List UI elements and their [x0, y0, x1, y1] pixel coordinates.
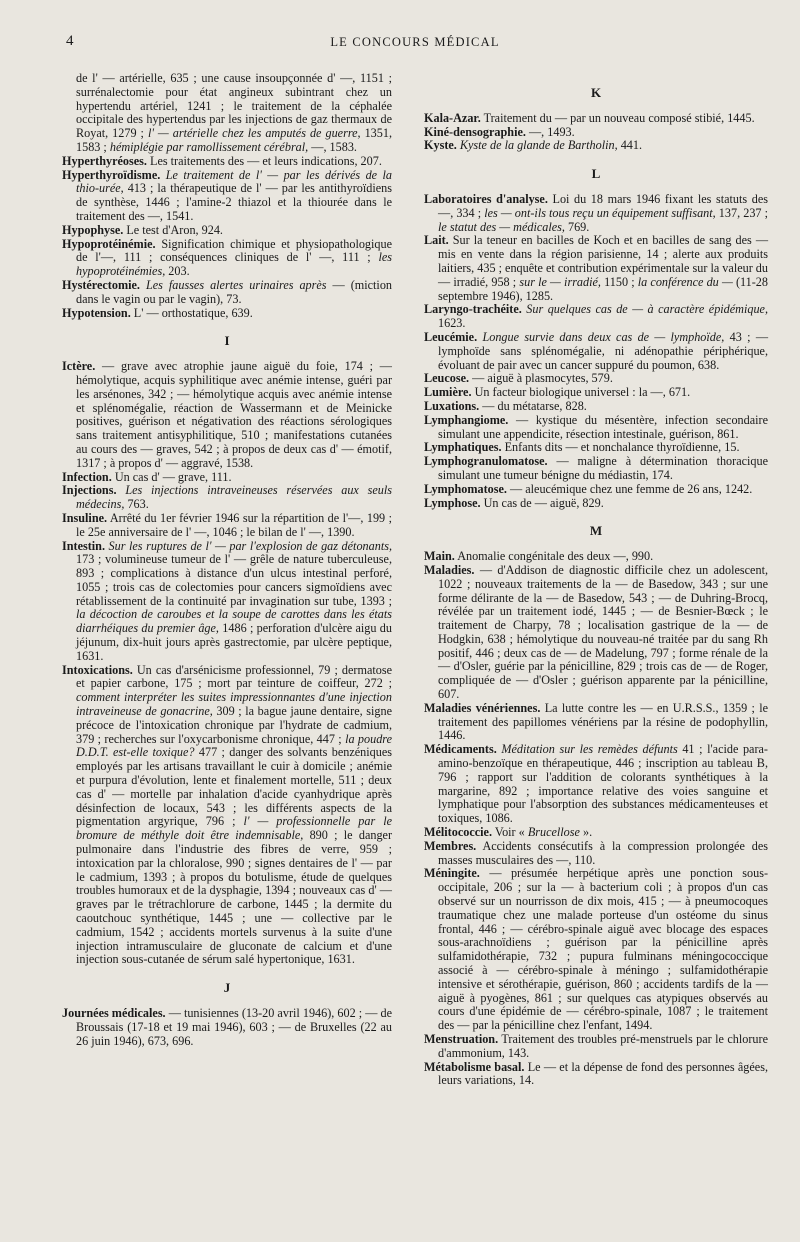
entry-text: Un cas d' — grave, 111. — [114, 469, 232, 484]
index-entry — [424, 550, 768, 564]
section-letter: J — [223, 980, 231, 996]
section-letter: M — [589, 523, 603, 539]
entry-text: — d'Addison de diagnostic difficile chez un adolescent, 1022 ; nouveaux traitements de la — de Basedow, 343 ; sur une forme délirante de la — de Basedow, 543 ; — de Duhring-Brocq, révélée par un traitement iodé, 1445 ; — de Besnier-Bœck ; le traitement de Charpy, 78 ; localisation gastrique de la — de Hodgkin, 638 ; hémolytique du nouveau-né traitée par du sang Rh positif, 446 ; deux cas de — de Madelung, 797 ; forme rénale de la — d'Osler, guérie par la pénicilline, 829 ; trois cas de — de Roger, compliquée de — d'Osler ; guérison apparente par la pénicilline, 607. — [438, 562, 768, 702]
entry-text: 477 ; danger des solvants benzéniques employés par les artisans travaillant le cuir à domicile ; anémie et purpura d'évolution, lente et finalement mortelle, 511 ; deux cas d' — mortelle par inhalation d'acide cyanhydrique après désinfection de locaux, 543 ; les différents aspects de la pigmentation argyrique, 796 ; — [76, 745, 392, 829]
entry-text: — grave avec atrophie jaune aiguë du foie, 174 ; — hémolytique, acquis syphilitique avec anémie intense, guéri par les arsénones, 342 ; — hémolytique acquis avec anémie intense et splénomégalie, réaction de Wassermann et de Meinicke positives, guérison et négativation des réactions sérologiques sans traitement antisyphilitique, 510 ; manifestations cutanées au cours des — graves, 542 ; à propos de deux cas d' — émotif, 1317 ; à propos d' — aggravé, 1538. — [76, 359, 392, 470]
index-entry — [424, 193, 768, 234]
entry-headword: Métabolisme basal. — [424, 1059, 525, 1074]
entry-headword: Lait. — [424, 233, 449, 248]
entry-text: La lutte contre les — en U.R.S.S., 1359 ; le traitement des papillomes vénériens par la résine de podophyllin, 1446. — [438, 700, 769, 743]
index-entry — [424, 1061, 768, 1089]
index-entry — [62, 279, 392, 307]
entry-headword: Journées médicales. — [62, 1006, 166, 1020]
entry-headword: Hypoprotéinémie. — [62, 236, 156, 251]
entry-text: Traitement du — par un nouveau composé stibié, 1445. — [483, 110, 755, 125]
entry-headword: Intoxications. — [62, 662, 133, 677]
entry-headword: Lymphatiques. — [424, 440, 502, 455]
index-entry — [424, 867, 768, 1033]
entry-title-italic: la conférence du — — [637, 274, 733, 289]
index-entry — [424, 497, 768, 511]
entry-headword: Kyste. — [424, 138, 457, 153]
entry-text: 137, 237 ; — [715, 205, 769, 220]
index-entry — [62, 224, 392, 238]
entry-text: Un cas de — aiguë, 829. — [483, 495, 604, 510]
entry-headword: Laboratoires d'analyse. — [424, 191, 548, 206]
entry-title-italic: l' — artérielle chez les amputés de guerre, — [147, 126, 361, 141]
entry-text: — kystique du mésentère, infection secondaire simulant une appendicite, résection intestinale, guérison, 861. — [438, 412, 769, 441]
entry-text: 769. — [564, 219, 590, 234]
entry-text: de l' — artérielle, 635 ; une cause insoupçonnée d' —, 1151 ; surrénalectomie pour état angineux subintrant chez un hypertendu artériel, 1241 ; le traitement de la céphalée occipitale des hypertendus par les injections de gaz thermaux de Royat, 1279 ; — [76, 71, 392, 141]
index-entry — [62, 484, 392, 512]
entry-title-italic: l' — professionnelle par le bromure de méthyle doit être indemnisable, — [76, 814, 392, 843]
index-entry — [424, 743, 768, 826]
entry-text: —, 1583. — [308, 139, 357, 154]
entry-continuation — [62, 72, 392, 155]
entry-headword: Kiné-densographie. — [424, 124, 526, 139]
entry-headword: Mélitococcie. — [424, 825, 493, 840]
index-entry — [424, 840, 768, 868]
index-entry — [62, 540, 392, 664]
index-entry — [424, 400, 768, 414]
entry-text: — aleucémique chez une femme de 26 ans, 1242. — [510, 481, 753, 496]
entry-text: ». — [579, 825, 593, 840]
index-entry — [424, 303, 768, 331]
entry-headword: Hypophyse. — [62, 222, 124, 237]
entry-title-italic: les — ont-ils tous reçu un équipement suffisant, — [484, 205, 716, 220]
entry-headword: Hystérectomie. — [62, 277, 140, 292]
index-entry — [424, 126, 768, 140]
entry-title-italic: Les fausses alertes urinaires après — [145, 277, 327, 292]
right-column — [424, 72, 768, 1088]
index-entry — [62, 307, 392, 321]
index-entry — [424, 414, 768, 442]
entry-title-italic: Kyste de la glande de Bartholin, — [459, 138, 618, 153]
entry-text: — (miction dans le vagin ou par le vagin), 73. — [76, 277, 393, 306]
entry-headword: Lymphose. — [424, 495, 481, 510]
index-entry — [62, 471, 392, 485]
entry-headword: Intestin. — [62, 538, 106, 553]
index-entry — [424, 483, 768, 497]
entry-text: — aiguë à plasmocytes, 579. — [472, 371, 613, 386]
index-entry — [424, 234, 768, 303]
entry-headword: Lumière. — [424, 385, 472, 400]
entry-title-italic: le statut des — médicales, — [438, 219, 565, 234]
running-title: LE CONCOURS MÉDICAL — [330, 35, 500, 49]
index-entry — [424, 441, 768, 455]
entry-text: — présumée herpétique après une ponction sous-occipitale, 206 ; sur la — à bacterium coli ; à propos d'un cas observé sur un nourrisson de dix mois, 415 ; — à pneumocoques traumatique chez une malade porteuse d'un ostéome du sinus frontal, 446 ; — cérébro-spinale aiguë avec blocage des espaces sous-arachnoïdiens ; guérison par la pénicilline après sulfamidothérapie, 732 ; pupura fulminans méningococcique associé à — cérébro-spinale à méningo ; sulfamidothérapie intensive et sérothérapie, guérison, 860 ; accidents tardifs de la — aiguë à pyogènes, 861 ; sur quelques cas atypiques observés au cours d'une épidémie de — cérébro-spinale, 1087 ; le traitement des — par la pénicilline chez l'enfant, 1494. — [438, 866, 769, 1033]
entry-title-italic: Longue survie dans deux cas de — lymphoïde, — [482, 329, 725, 344]
entry-headword: Membres. — [424, 838, 477, 853]
entry-headword: Lymphangiome. — [424, 412, 509, 427]
entry-text: Loi du 18 mars 1946 fixant les statuts des —, 334 ; — [438, 191, 768, 220]
entry-text: L' — orthostatique, 639. — [133, 305, 253, 320]
entry-text: — du métatarse, 828. — [482, 398, 587, 413]
entry-title-italic: comment interpréter les suites impressionnantes d'une injection intraveineuse de gonacrine, — [76, 690, 392, 719]
entry-text: 1623. — [438, 316, 466, 331]
index-entry — [62, 238, 392, 279]
entry-text: (11-28 septembre 1946), 1285. — [438, 274, 768, 303]
index-entry — [424, 386, 768, 400]
entry-text: — tunisiennes (13-20 avril 1946), 602 ; — de Broussais (17-18 et 19 mai 1946), 603 ; — de Bruxelles (22 au 26 juin 1946), 673, 696. — [76, 1006, 392, 1048]
entry-title-italic: la décoction de caroubes et la soupe de carottes dans les états diarrhéiques du premier âge, — [76, 607, 392, 636]
entry-text: Voir « — [494, 825, 528, 840]
index-entry — [424, 112, 768, 126]
index-entry — [62, 512, 392, 540]
section-letter: I — [224, 333, 230, 349]
entry-headword: Menstruation. — [424, 1032, 499, 1046]
index-entry — [424, 372, 768, 386]
entry-title-italic: Méditation sur les remèdes défunts — [501, 742, 678, 757]
entry-text: 41 ; l'acide para-amino-benzoïque en thérapeutique, 446 ; inscription au tableau B, 796 ; rapport sur l'addition de colorants synthétiques à la margarine, 892 ; importance relative des voies sanguine et lymphatique pour l'absorption des substances médicamenteuses et toxiques, 1086. — [438, 742, 768, 826]
entry-title-italic: hémiplégie par ramollissement cérébral, — [109, 139, 309, 154]
entry-headword: Lymphogranulomatose. — [424, 454, 548, 469]
entry-headword: Leucose. — [424, 371, 470, 386]
index-entry — [424, 455, 768, 483]
index-entry — [62, 360, 392, 470]
entry-text: Enfants dits — et nonchalance thyroïdienne, 15. — [504, 440, 740, 455]
entry-title-italic: Le traitement de l' — par les dérivés de la thio-urée, — [76, 167, 393, 196]
entry-headword: Ictère. — [62, 359, 96, 374]
entry-headword: Main. — [424, 549, 455, 564]
entry-headword: Injections. — [62, 483, 117, 498]
entry-headword: Méningite. — [424, 866, 480, 881]
entry-headword: Laryngo-trachéite. — [424, 302, 522, 317]
entry-headword: Maladies. — [424, 562, 475, 577]
entry-text: Signification chimique et physiopathologique de l'—, 111 ; conséquences cliniques de l' —, 111 ; — [76, 236, 393, 265]
entry-text: 309 ; la bague jaune dentaire, signe précoce de l'intoxication chronique par l'hydrate de cadmium, 379 ; recherches sur l'oxycarbonisme chronique, 447 ; — [76, 704, 392, 746]
entry-text: 43 ; — lymphoïde sans splénomégalie, ni adénopathie périphérique, évoluant de pair avec un cancer suppuré du poumon, 638. — [438, 329, 769, 372]
entry-text: 173 ; volumineuse tumeur de l' — grêle de nature tuberculeuse, 893 ; complications à distance d'un ulcus intestinal perforé, 1055 ; trois cas de colectomies pour cancers sigmoïdiens avec rétablissement de la continuité par invagination sur tube, 1393 ; — [76, 552, 392, 608]
entry-text: 763. — [124, 497, 149, 512]
index-entry — [424, 564, 768, 702]
entry-text: 1351, 1583 ; — [76, 126, 393, 154]
entry-title-italic: sur le — irradié, — [519, 274, 601, 289]
entry-headword: Luxations. — [424, 398, 480, 413]
entry-title-italic: Les injections intraveineuses réservées aux seuls médecins, — [76, 483, 392, 512]
index-entry — [62, 664, 392, 968]
entry-text: —, 1493. — [528, 124, 575, 139]
entry-text: Accidents consécutifs à la compression prolongée des masses musculaires des —, 110. — [438, 838, 768, 867]
entry-headword: Kala-Azar. — [424, 110, 481, 125]
index-entry — [424, 826, 768, 840]
entry-headword: Insuline. — [62, 510, 108, 525]
entry-text: 441. — [617, 138, 643, 153]
entry-title-italic: les hypoprotéinémies, — [76, 250, 392, 279]
page-number: 4 — [66, 33, 74, 49]
entry-text: 413 ; la thérapeutique de l' — par les antithyroïdiens de synthèse, 1446 ; l'amine-2 thiazol et la thiourée dans le traitement des —, 1541. — [76, 181, 392, 223]
entry-text: Le test d'Aron, 924. — [126, 222, 223, 237]
entry-text: Un cas d'arsénicisme professionnel, 79 ; dermatose et papier carbone, 175 ; mort par teinture de coiffeur, 272 ; — [76, 662, 393, 691]
entry-headword: Maladies vénériennes. — [424, 700, 541, 715]
entry-text: Arrêté du 1er février 1946 sur la répartition de l'—, 199 ; le 25e anniversaire de l' —, 1046 ; le bilan de l' —, 1390. — [76, 510, 392, 539]
index-entry — [424, 139, 768, 153]
index-entry — [424, 1033, 768, 1061]
entry-headword: Hyperthyréoses. — [62, 153, 147, 168]
index-entry — [424, 331, 768, 372]
entry-text: Anomalie congénitale des deux —, 990. — [457, 549, 654, 564]
section-letter: K — [590, 85, 602, 100]
entry-headword: Infection. — [62, 469, 112, 484]
left-column — [62, 72, 392, 1048]
page-header — [60, 33, 770, 55]
entry-text: Traitement des troubles pré-menstruels par le chlorure d'ammonium, 143. — [438, 1032, 768, 1060]
entry-text: 203. — [165, 264, 190, 279]
entry-title-italic: la poudre D.D.T. est-elle toxique? — [76, 731, 392, 760]
entry-title-italic: Brucellose — [527, 825, 580, 840]
index-entry — [424, 702, 768, 743]
entry-headword: Médicaments. — [424, 742, 497, 757]
entry-headword: Leucémie. — [424, 329, 478, 344]
entry-headword: Hypotension. — [62, 305, 131, 320]
index-entry — [62, 169, 392, 224]
index-entry — [62, 1007, 392, 1048]
entry-text: — maligne à détermination thoracique simulant une tumeur bénigne du médiastin, 174. — [438, 454, 768, 482]
entry-text: Un facteur biologique universel : la —, 671. — [474, 385, 691, 400]
entry-text: Les traitements des — et leurs indications, 207. — [150, 153, 382, 168]
entry-headword: Hyperthyroïdisme. — [62, 167, 161, 182]
entry-title-italic: Sur les ruptures de l' — par l'explosion de gaz détonants, — [108, 538, 392, 553]
entry-text: Le — et la dépense de fond des personnes âgées, leurs variations, 14. — [438, 1059, 769, 1088]
entry-title-italic: Sur quelques cas de — à caractère épidémique, — [526, 302, 769, 317]
index-entry — [62, 155, 392, 169]
section-letter: L — [591, 166, 601, 182]
entry-text: Sur la teneur en bacilles de Koch et en bacilles de sang des — mis en vente dans la région parisienne, 14 ; alerte aux produits laitiers, 435 ; enquête et contribution expérimentale sur la valeur du — irradié, 958 ; — [438, 233, 769, 289]
entry-text: 890 ; le danger pulmonaire dans l'industrie des fibres de verre, 959 ; intoxication par la chloralose, 990 ; signes dentaires de l' — par le cadmium, 1393 ; à propos du botulisme, étude de quelques troubles humoraux et de la dysphagie, 1394 ; nouveaux cas d' — graves par le trétrachlorure de carbone, 1445 ; la dermite du caoutchouc synthétique, 1445 ; une — collective par le cadmium, 1542 ; accidents mortels survenus à la suite d'une injection intramusculaire de gluconate de calcium et d'une injection sous-cutanée de sérum salé hypertonique, 1631. — [76, 828, 393, 967]
entry-text: 1486 ; perforation d'ulcère aigu du jéjunum, dix-huit jours après gastrectomie, par ulcère peptique, 1631. — [76, 621, 392, 663]
entry-text: 1150 ; — [600, 274, 638, 289]
entry-headword: Lymphomatose. — [424, 481, 507, 496]
